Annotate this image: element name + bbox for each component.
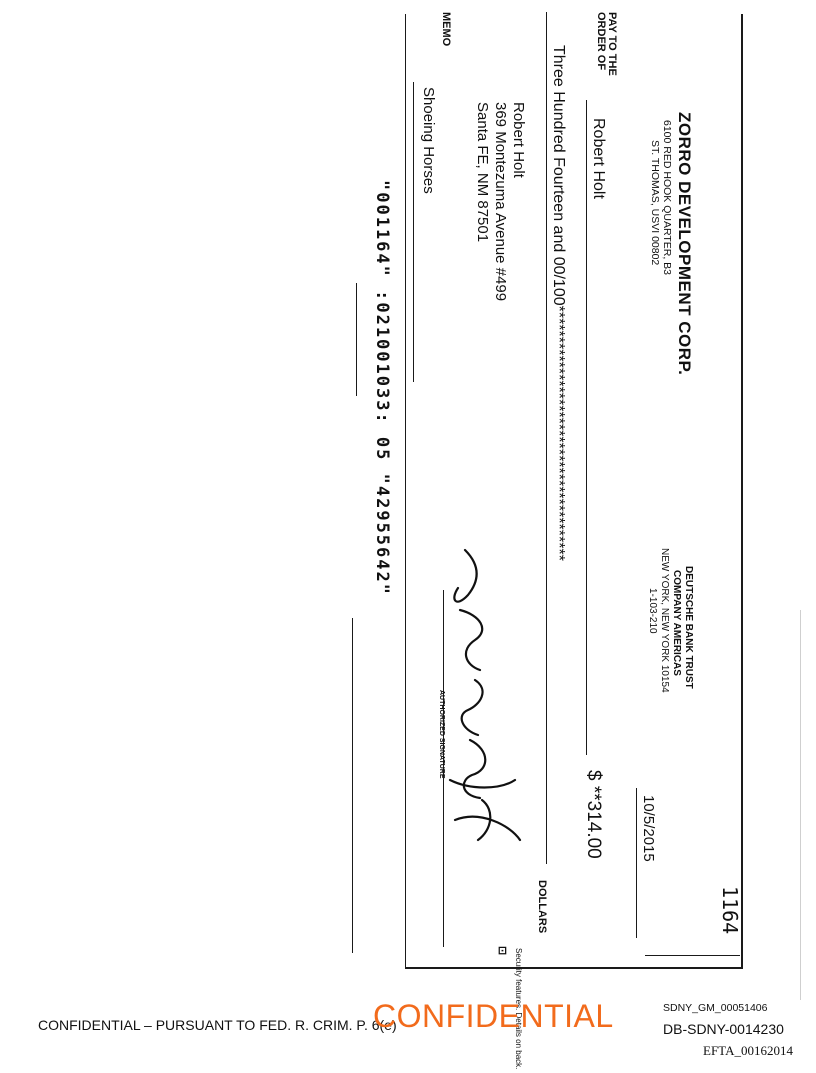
memo-underline (413, 82, 414, 382)
left-rule-lower (352, 618, 353, 953)
memo-label: MEMO (440, 12, 452, 47)
check-date: 10/5/2015 (640, 795, 657, 862)
confidential-notice: CONFIDENTIAL – PURSUANT TO FED. R. CRIM. P. 6(e) (38, 1017, 397, 1033)
micr-line: "001164" :021001033: 05 "42955642" (372, 180, 392, 596)
amount-box: $ **314.00 (583, 770, 604, 859)
confidential-stamp: CONFIDENTIAL (373, 998, 614, 1034)
signature-image (420, 540, 530, 860)
security-icon: ⊡ (496, 946, 508, 956)
check-border-bottom-inner (645, 955, 740, 956)
security-note: Security features. Details on back. (514, 948, 523, 1070)
payee-name: Robert Holt (590, 118, 607, 199)
efta-number: EFTA_00162014 (703, 1043, 793, 1058)
date-underline (636, 788, 637, 938)
bank-line-2: COMPANY AMERICAS (671, 570, 682, 676)
signature-label: AUTHORIZED SIGNATURE (438, 690, 445, 779)
payee-address-line-2: Santa FE, NM 87501 (474, 102, 491, 243)
company-name: ZORRO DEVELOPMENT CORP. (675, 112, 694, 376)
company-address-2: ST. THOMAS, USVI 00802 (649, 140, 661, 266)
check-border-bottom (405, 967, 743, 969)
bates-number-2: DB-SDNY-0014230 (663, 1021, 784, 1037)
bank-line-3: NEW YORK, NEW YORK 10154 (659, 548, 670, 693)
check-number: 1164 (718, 886, 742, 935)
payee-address-name: Robert Holt (510, 102, 527, 178)
memo-text: Shoeing Horses (420, 87, 437, 194)
pay-to-label: PAY TO THE ORDER OF (595, 12, 618, 76)
left-rule-upper (356, 283, 357, 396)
dollars-label: DOLLARS (536, 880, 548, 934)
scan-edge (800, 610, 801, 1000)
company-address-1: 6100 RED HOOK QUARTER, B3 (661, 120, 673, 276)
bates-number-1: SDNY_GM_00051406 (663, 1002, 768, 1014)
bank-line-1: DEUTSCHE BANK TRUST (683, 566, 694, 689)
payee-address-line-1: 369 Montezuma Avenue #499 (492, 102, 509, 302)
bank-line-4: 1-103-210 (647, 588, 658, 634)
payee-underline (586, 100, 587, 755)
amount-words: Three Hundred Fourteen and 00/100***************************************** (550, 45, 567, 561)
check-border-left (405, 14, 406, 969)
amount-words-top-line (546, 12, 547, 864)
check-border-right (741, 14, 743, 969)
